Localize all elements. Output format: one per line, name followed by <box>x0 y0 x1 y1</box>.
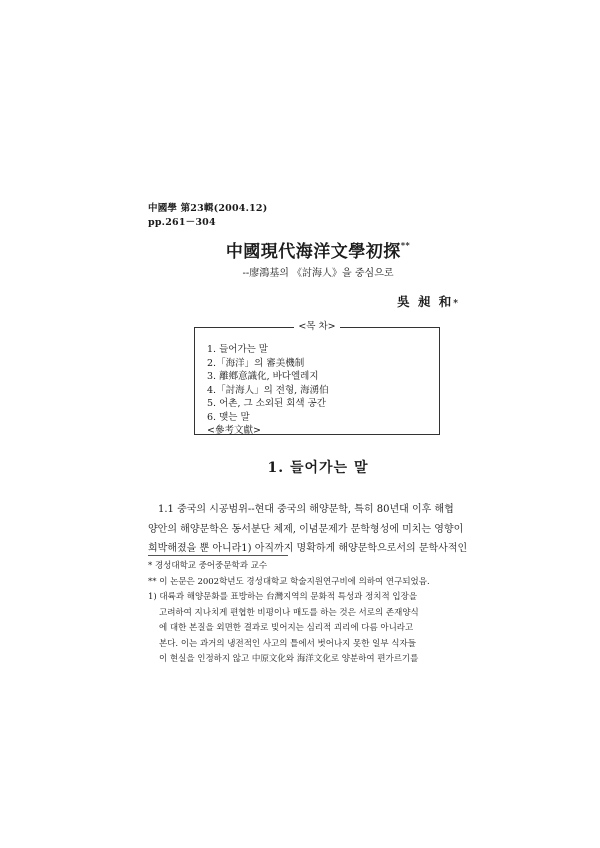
paper-subtitle: --廖鴻基의 《討海人》을 중심으로 <box>242 268 394 279</box>
footnote-line: 본다. 이는 과거의 냉전적인 사고의 틀에서 벗어나지 못한 일부 식자들 <box>159 638 416 649</box>
footnote-line: 이 현실을 인정하지 않고 中原文化와 海洋文化로 양분하여 편가르기를 <box>159 654 419 664</box>
toc-item: 4.「討海人」의 전형, 海湧伯 <box>207 384 329 396</box>
author-name: 吳 昶 和 <box>397 294 454 309</box>
body-line: 희박해졌을 뿐 아니라1) 아직까지 명확하게 해양문학으로서의 문학사적인 <box>148 543 468 554</box>
table-of-contents <box>194 321 440 436</box>
toc-item: 3. 離鄕意識化, 바다엘레지 <box>207 371 319 382</box>
footnote-divider <box>148 555 288 556</box>
paper-title-text: 中國現代海洋文學初探 <box>225 242 401 262</box>
footnote-line: 고려하여 지나치게 편협한 비평이나 매도를 하는 것은 서로의 존재양식 <box>159 607 419 618</box>
paper-title <box>148 234 488 263</box>
toc-item: 5. 어촌, 그 소외된 회색 공간 <box>207 398 326 409</box>
toc-item: 1. 들어가는 말 <box>207 344 268 355</box>
section-heading: 1. 들어가는 말 <box>267 460 369 476</box>
toc-label-text: <목 차> <box>294 321 339 332</box>
body-line: 양안의 해양문학은 동서분단 체제, 이념문제가 문학형성에 미치는 영향이 <box>148 523 464 535</box>
toc-item: 6. 맺는 말 <box>207 411 250 423</box>
footnote-line: * 경성대학교 중어중문학과 교수 <box>148 561 268 571</box>
body-text <box>148 500 488 559</box>
journal-pages: pp.261－304 <box>148 217 216 228</box>
toc-label <box>195 320 439 334</box>
body-line: 1.1 중국의 시공범위--현대 중국의 해양문학, 특히 80년대 이후 해협 <box>158 504 454 515</box>
journal-info <box>148 202 267 230</box>
author <box>397 292 458 310</box>
footnotes <box>148 559 488 668</box>
footnote-line: ** 이 논문은 2002학년도 경성대학교 학술지원연구비에 의하여 연구되었음. <box>148 576 430 587</box>
toc-list <box>207 343 329 438</box>
footnote-line: 1) 대륙과 해양문화를 표방하는 台灣지역의 문화적 특성과 정치적 입장을 <box>148 592 418 602</box>
title-footnote-marker: ** <box>400 240 411 250</box>
journal-name: 中國學 第23輯(2004.12) <box>148 203 268 214</box>
author-footnote-marker: * <box>453 299 458 309</box>
toc-item: <參考文獻> <box>207 425 261 436</box>
footnote-line: 에 대한 본질을 외면한 결과로 빚어지는 심리적 괴리에 다름 아니라고 <box>159 623 414 633</box>
title-block <box>148 234 488 282</box>
toc-item: 2.「海洋」의 審美機制 <box>207 357 305 369</box>
